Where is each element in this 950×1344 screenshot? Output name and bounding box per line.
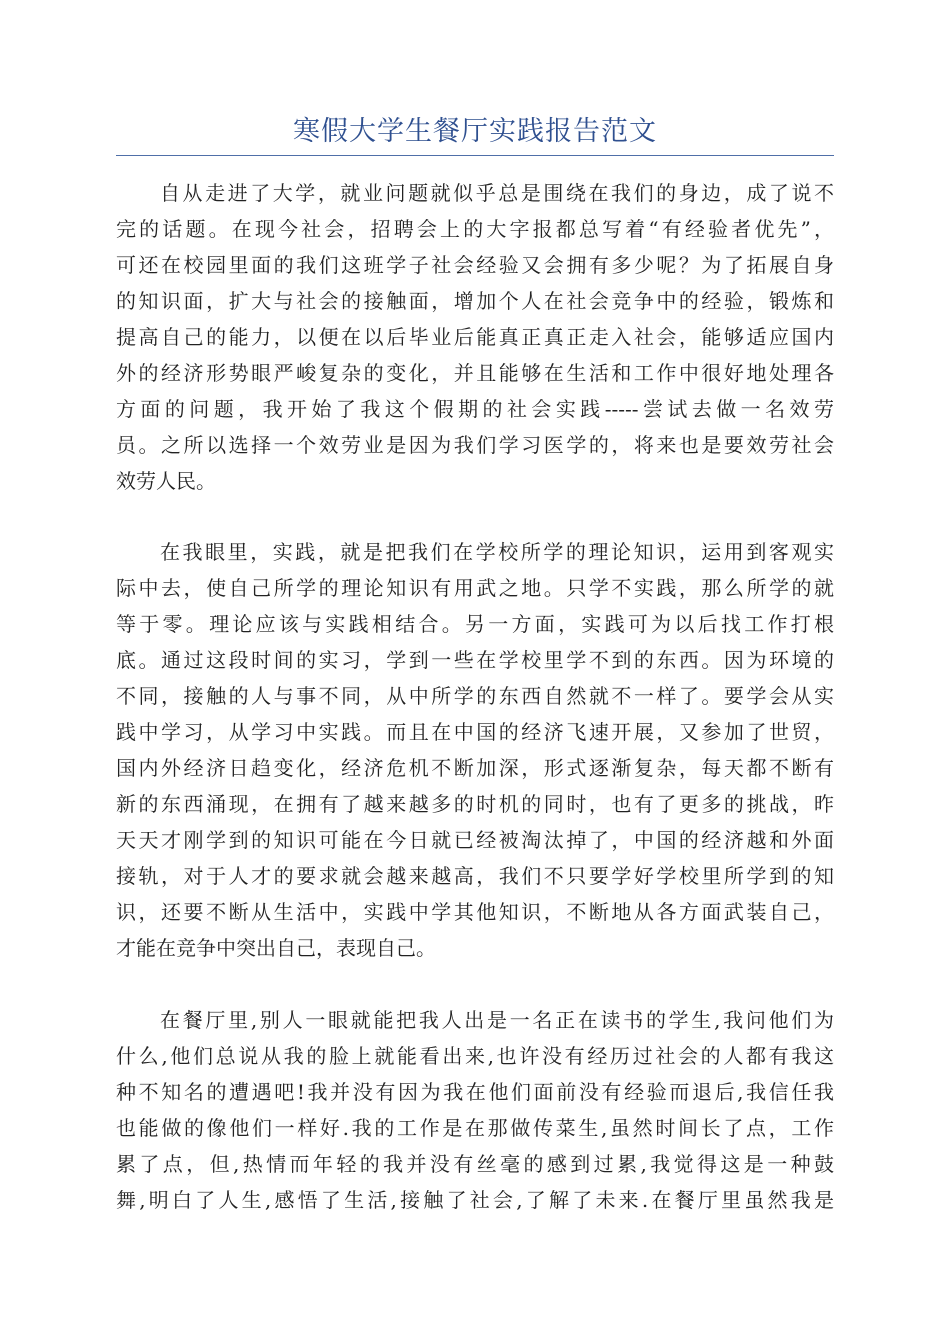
paragraph-line: 不同，接触的人与事不同，从中所学的东西自然就不一样了。要学会从实 xyxy=(116,684,834,708)
paragraph-line: 国内外经济日趋变化，经济危机不断加深，形式逐渐复杂，每天都不断有 xyxy=(116,756,834,780)
paragraph-line: 的知识面，扩大与社会的接触面，增加个人在社会竞争中的经验，锻炼和 xyxy=(116,289,834,313)
paragraph-line: 底。通过这段时间的实习，学到一些在学校里学不到的东西。因为环境的 xyxy=(116,648,834,672)
paragraph-line: 什么,他们总说从我的脸上就能看出来,也许没有经历过社会的人都有我这 xyxy=(116,1044,834,1068)
paragraph-line: 接轨，对于人才的要求就会越来越高，我们不只要学好学校里所学到的知 xyxy=(116,864,834,888)
paragraph-line: 才能在竞争中突出自己，表现自己。 xyxy=(116,936,436,960)
paragraph-3 xyxy=(116,1002,834,1218)
paragraph-line: 舞,明白了人生,感悟了生活,接触了社会,了解了未来.在餐厅里虽然我是 xyxy=(116,1188,834,1212)
paragraph-line: 也能做的像他们一样好.我的工作是在那做传菜生,虽然时间长了点，工作 xyxy=(116,1116,834,1140)
paragraph-line: 识，还要不断从生活中，实践中学其他知识，不断地从各方面武装自己， xyxy=(116,900,834,924)
paragraph-line: 完的话题。在现今社会，招聘会上的大字报都总写着“有经验者优先”， xyxy=(116,217,834,241)
document-title: 寒假大学生餐厅实践报告范文 xyxy=(293,116,657,147)
paragraph-line: 自从走进了大学，就业问题就似乎总是围绕在我们的身边，成了说不 xyxy=(160,181,834,205)
paragraph-line: 等于零。理论应该与实践相结合。另一方面，实践可为以后找工作打根 xyxy=(116,612,834,636)
paragraph-line: 天天才刚学到的知识可能在今日就已经被淘汰掉了，中国的经济越和外面 xyxy=(116,828,834,852)
paragraph-line: 在我眼里，实践，就是把我们在学校所学的理论知识，运用到客观实 xyxy=(160,540,834,564)
paragraph-line: 累了点，但,热情而年轻的我并没有丝毫的感到过累,我觉得这是一种鼓 xyxy=(116,1152,834,1176)
paragraph-line: 外的经济形势眼严峻复杂的变化，并且能够在生活和工作中很好地处理各 xyxy=(116,361,834,385)
title-underline xyxy=(116,155,834,156)
paragraph-line: 可还在校园里面的我们这班学子社会经验又会拥有多少呢？为了拓展自身 xyxy=(116,253,834,277)
paragraph-line: 种不知名的遭遇吧!我并没有因为我在他们面前没有经验而退后,我信任我 xyxy=(116,1080,834,1104)
paragraph-2 xyxy=(116,534,834,966)
paragraph-line: 方面的问题，我开始了我这个假期的社会实践-----尝试去做一名效劳 xyxy=(116,397,834,421)
paragraph-line: 践中学习，从学习中实践。而且在中国的经济飞速开展，又参加了世贸， xyxy=(116,720,834,744)
paragraph-1 xyxy=(116,175,834,499)
paragraph-line: 在餐厅里,别人一眼就能把我人出是一名正在读书的学生,我问他们为 xyxy=(160,1008,834,1032)
paragraph-line: 新的东西涌现，在拥有了越来越多的时机的同时，也有了更多的挑战，昨 xyxy=(116,792,834,816)
paragraph-line: 际中去，使自己所学的理论知识有用武之地。只学不实践，那么所学的就 xyxy=(116,576,834,600)
paragraph-line: 提高自己的能力，以便在以后毕业后能真正真正走入社会，能够适应国内 xyxy=(116,325,834,349)
paragraph-line: 效劳人民。 xyxy=(116,469,216,493)
paragraph-line: 员。之所以选择一个效劳业是因为我们学习医学的，将来也是要效劳社会 xyxy=(116,433,834,457)
